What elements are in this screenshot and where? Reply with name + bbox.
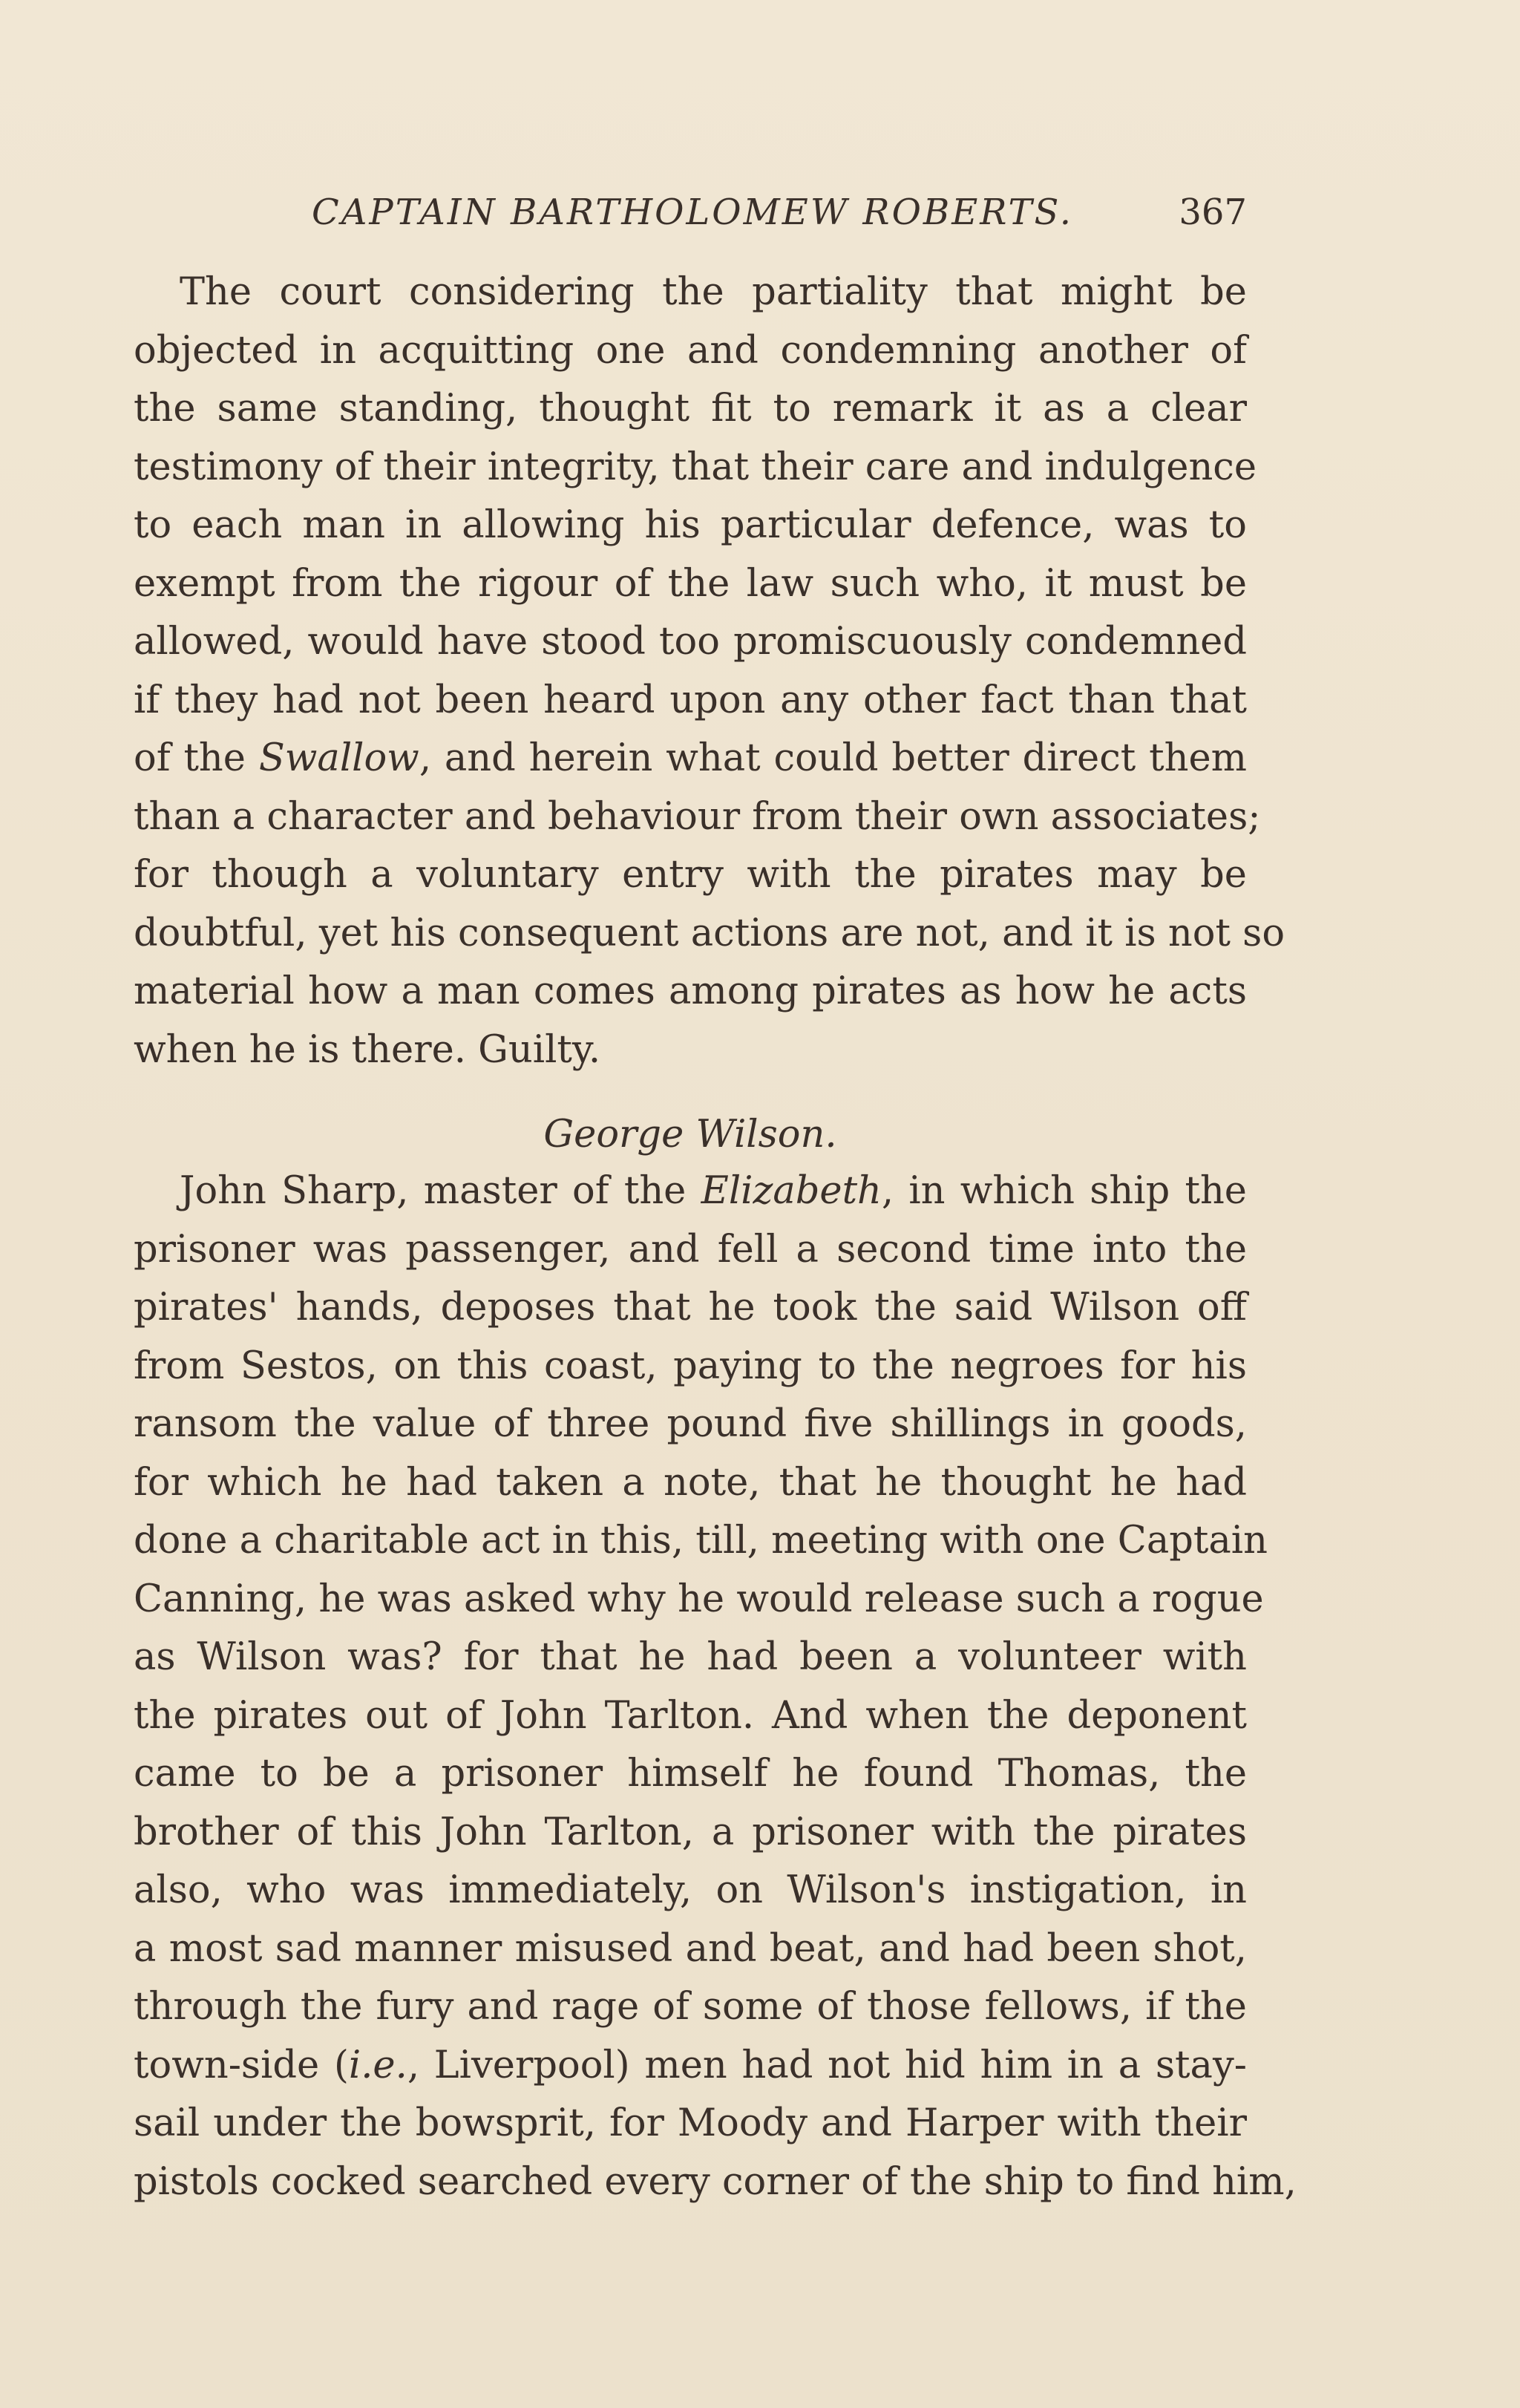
text-line: prisoner was passenger, and fell a second time into the [134,1227,1247,1272]
text-segment: John Sharp, master of the [180,1169,701,1213]
text-line: exempt from the rigour of the law such who, it must be [134,561,1247,606]
text-line: if they had not been heard upon any other fact than that [134,678,1247,722]
ship-name: Swallow [258,736,419,780]
text-line: sail under the bowsprit, for Moody and Harper with their [134,2101,1247,2145]
text-line [134,1162,1247,1221]
text-line: pistols cocked searched every corner of the ship to find him, [134,2159,1297,2204]
text-line: through the fury and rage of some of those fellows, if the [134,1985,1247,2029]
running-title: CAPTAIN BARTHOLOMEW ROBERTS. [312,192,1073,233]
text-line: to each man in allowing his particular defence, was to [134,503,1247,547]
text-line: allowed, would have stood too promiscuously condemned [134,620,1247,664]
text-line: for which he had taken a note, that he thought he had [134,1460,1247,1505]
text-line: as Wilson was? for that he had been a volunteer with [134,1635,1247,1679]
text-segment: , in which ship the [881,1169,1247,1213]
page-number: 367 [1179,192,1247,233]
text-line: pirates' hands, deposes that he took the said Wilson off [134,1286,1247,1329]
text-line: a most sad manner misused and beat, and had been shot, [134,1926,1247,1971]
page-header [134,192,1247,243]
text-line: doubtful, yet his consequent actions are not, and it is not so [134,911,1285,955]
text-line: objected in acquitting one and condemning another of [134,328,1247,373]
text-line [134,730,1247,788]
text-line: from Sestos, on this coast, paying to the negroes for his [134,1344,1247,1388]
text-line: when he is there. Guilty. [134,1027,601,1072]
text-line: came to be a prisoner himself he found Thomas, the [134,1752,1247,1796]
text-line: than a character and behaviour from their own associates; [134,794,1261,839]
text-line: material how a man comes among pirates as how he acts [134,969,1247,1013]
text-segment: town-side ( [134,2043,349,2087]
text-line: for though a voluntary entry with the pirates may be [134,853,1247,897]
ship-name: Elizabeth [701,1169,882,1213]
section-subheading: George Wilson. [543,1113,837,1156]
text-line: brother of this John Tarlton, a prisoner with the pirates [134,1810,1247,1854]
text-line: testimony of their integrity, that their care and indulgence [134,445,1257,489]
text-segment: , Liverpool) men had not hid him in a stay- [407,2043,1248,2087]
text-line [134,2037,1247,2095]
text-line: The court considering the partiality that might be [180,270,1247,314]
text-line: the same standing, thought fit to remark it as a clear [134,387,1247,431]
text-line: Canning, he was asked why he would release such a rogue [134,1577,1264,1621]
text-line: the pirates out of John Tarlton. And when the deponent [134,1693,1247,1738]
text-line: done a charitable act in this, till, meeting with one Captain [134,1519,1268,1563]
text-line: ransom the value of three pound five shillings in goods, [134,1402,1247,1446]
text-segment: , and herein what could better direct them [419,736,1247,780]
text-segment: of the [134,736,259,780]
text-line: also, who was immediately, on Wilson's instigation, in [134,1868,1247,1912]
body-text [134,264,1297,2211]
abbreviation: i.e. [348,2043,407,2087]
